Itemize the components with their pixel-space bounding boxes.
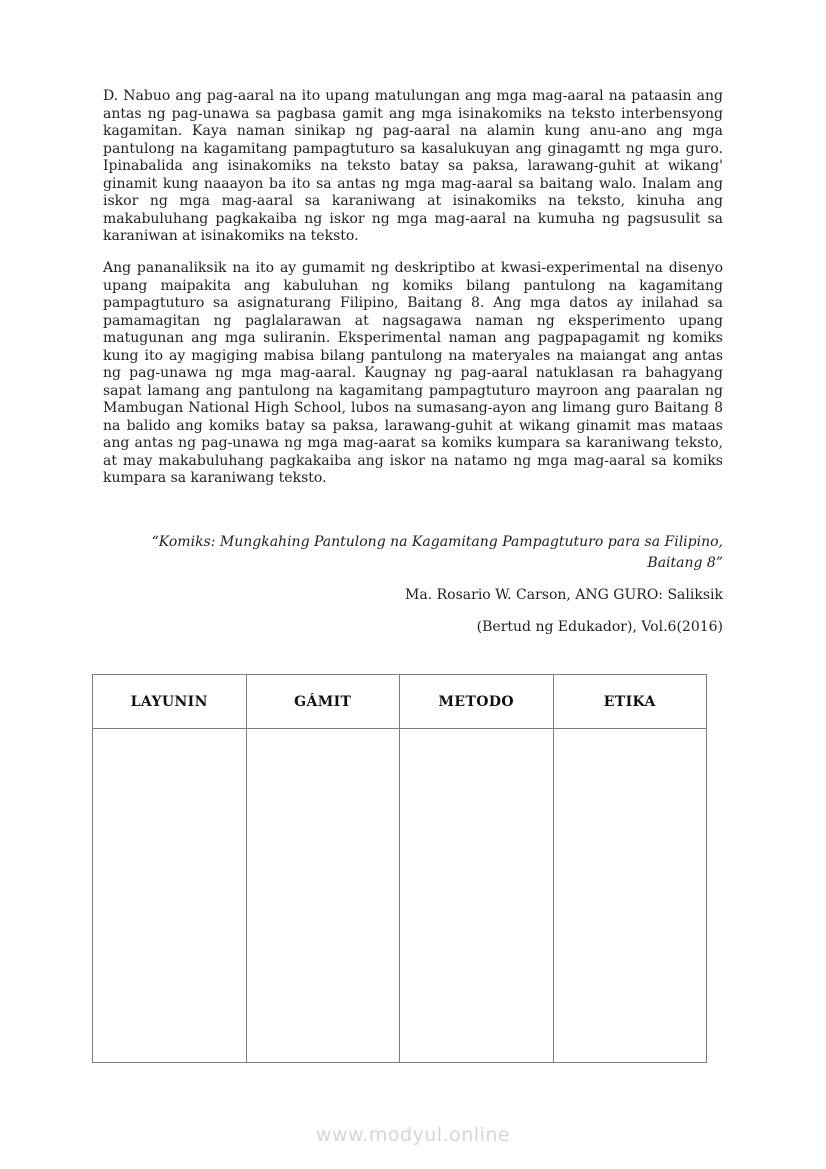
citation-author: Ma. Rosario W. Carson, ANG GURO: Saliksik [405,587,723,603]
table-cell-layunin [93,729,247,1063]
table-header-gamit: GÁMIT [246,675,400,729]
notes-table [92,674,707,1063]
table-cell-etika [553,729,707,1063]
table-row [93,729,707,1063]
citation-block [103,532,723,638]
citation-title-line-2: Baitang 8” [647,555,723,571]
table-header-etika: ETIKA [553,675,707,729]
abstract-paragraph-1: D. Nabuo ang pag-aaral na ito upang matulungan ang mga mag-aaral na pataasin ang antas ng pag-unawa sa pagbasa gamit ang mga isinakomiks na teksto interbensyong kagamitan. Kaya naman sinikap ng pag-aaral na alamin kung anu-ano ang mga pantulong na kagamitang pampagtuturo sa kasalukuyan ang ginagamtt ng mga guro. Ipinabalida ang isinakomiks na teksto batay sa paksa, larawang-guhit at wikang' ginamit kung naaayon ba ito sa antas ng mga mag-aaral sa baitang walo. Inalam ang iskor ng mga mag-aaral sa karaniwang at isinakomiks na teksto, kinuha ang makabuluhang pagkakaiba ng iskor ng mga mag-aaral na kumuha ng pagsusulit sa karaniwan at isinakomiks na teksto. [103,88,723,244]
citation-journal: (Bertud ng Edukador), Vol.6(2016) [476,619,723,635]
table-cell-gamit [246,729,400,1063]
table-header-row [93,675,707,729]
abstract-paragraph-2: Ang pananaliksik na ito ay gumamit ng deskriptibo at kwasi-experimental na disenyo upang maipakita ang kabuluhan ng komiks bilang pantulong na kagamitang pampagtuturo sa asignaturang Filipino, Baitang 8. Ang mga datos ay inilahad sa pamamagitan ng paglalarawan at nagsagawa naman ng eksperimento upang matugunan ang mga suliranin. Eksperimental naman ang pagpapagamit ng komiks kung ito ay magiging mabisa bilang pantulong na materyales na maiangat ang antas ng pag-unawa ng mga mag-aaral. Kaugnay ng pag-aaral natuklasan ra bahagyang sapat lamang ang pantulong na kagamitang pampagtuturo mayroon ang paaralan ng Mambugan National High School, lubos na sumasang-ayon ang limang guro Baitang 8 na balido ang komiks batay sa paksa, larawang-guhit at wikang ginamit mas mataas ang antas ng pag-unawa ng mga mag-aarat sa komiks kumpara sa karaniwang teksto, at may makabuluhang pagkakaiba ang iskor na natamo ng mga mag-aaral sa komiks kumpara sa karaniwang teksto. [103,260,723,486]
table-header-metodo: METODO [400,675,554,729]
table-header-layunin: LAYUNIN [93,675,247,729]
watermark: www.modyul.online [315,1124,511,1146]
table-cell-metodo [400,729,554,1063]
citation-title-line-1: “Komiks: Mungkahing Pantulong na Kagamitang Pampagtuturo para sa Filipino, [151,534,723,550]
